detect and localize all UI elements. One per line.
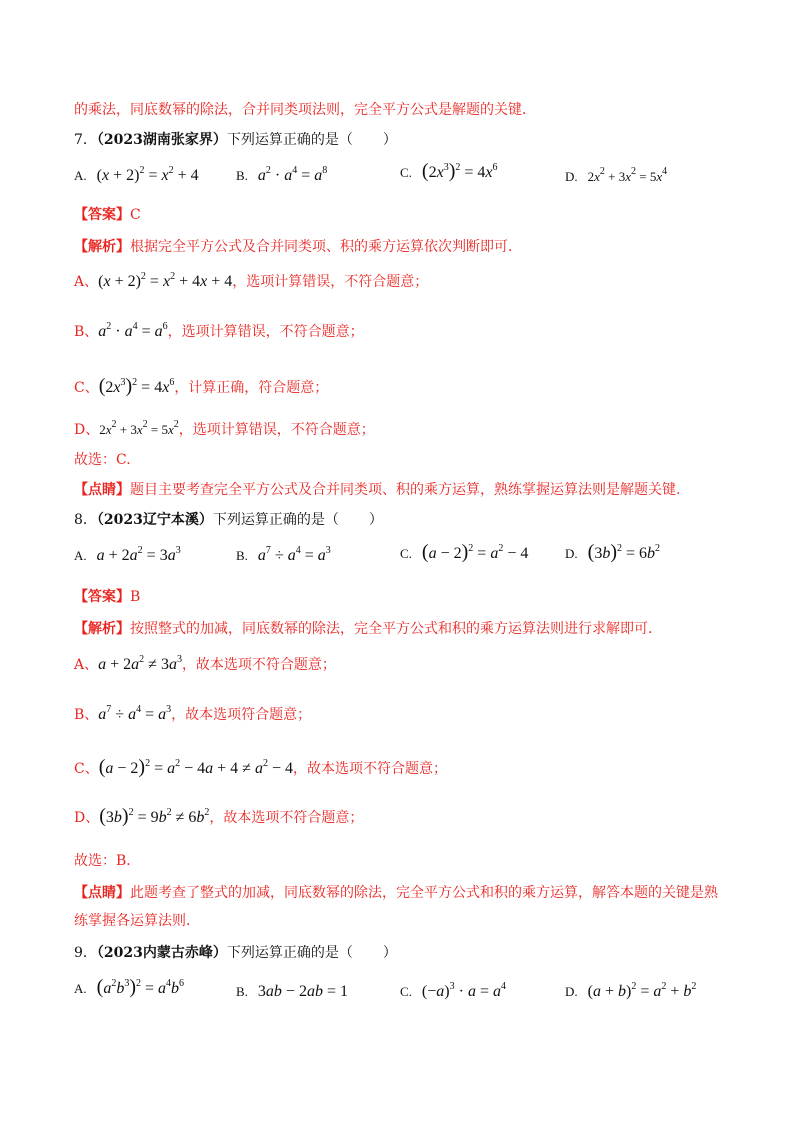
previous-comment-tail: 的乘法，同底数幂的除法，合并同类项法则，完全平方公式是解题的关键．	[74, 102, 536, 118]
q8-step-d: D、$(3b)^2 = 9b^2 \ne 6b^2$，故本选项不符合题意；	[74, 805, 364, 827]
q8-step-a: A、$a + 2a^2 \ne 3a^3$，故本选项不符合题意；	[74, 654, 336, 673]
q8-analysis: 【解析】按照整式的加减，同底数幂的除法，完全平方公式和积的乘方运算法则进行求解即可．	[74, 621, 662, 637]
q7-step-d: D、$2x^2 + 3x^2 = 5x^2$，选项计算错误，不符合题意；	[74, 419, 375, 438]
q7-option-a: A. $(x + 2)^2 = x^2 + 4$	[74, 165, 199, 184]
q8-option-a: A. $a + 2a^2 = 3a^3$	[74, 545, 181, 564]
q9-option-b: B. 3ab − 2ab = 1	[236, 983, 348, 1000]
q7-step-a: A、$(x + 2)^2 = x^2 + 4x + 4$，选项计算错误，不符合题意；	[74, 271, 429, 290]
q7-choose: 故选：C.	[74, 452, 131, 468]
q8-comment-line-1: 【点睛】此题考查了整式的加减，同底数幂的除法，完全平方公式和积的乘方运算，解答本题的关键是熟	[74, 885, 718, 901]
q7-option-c-formula: $(2x^3)^2 = 4x^6$	[421, 160, 498, 182]
q7-option-b: B. $a^2 \cdot a^4 = a^8$	[236, 165, 328, 184]
q7-answer: 【答案】C	[74, 207, 141, 223]
q8-option-d: D. $(3b)^2 = 6b^2$	[565, 541, 661, 563]
q7-option-a-formula: $(x + 2)^2 = x^2 + 4$	[96, 165, 199, 184]
q7-option-c: C. $(2x^3)^2 = 4x^6$	[400, 160, 498, 182]
q8-step-b: B、$a^7 \div a^4 = a^3$，故本选项符合题意；	[74, 704, 312, 723]
q9-option-c: C. $(-a)^3 \cdot a = a^4$	[400, 981, 506, 1000]
q8-option-b: B. $a^7 \div a^4 = a^3$	[236, 545, 331, 564]
q9-option-d: D. $(a + b)^2 = a^2 + b^2$	[565, 981, 697, 1000]
q7-option-d-formula: $2x^2 + 3x^2 = 5x^4$	[587, 166, 668, 184]
q8-option-c: C. $(a - 2)^2 = a^2 - 4$	[400, 541, 529, 563]
question-8-stem: 8．（2023辽宁本溪）下列运算正确的是（ ）	[74, 512, 383, 528]
q9-option-a: A. $(a^2b^3)^2 = a^4b^6$	[74, 976, 185, 998]
q7-analysis: 【解析】根据完全平方公式及合并同类项、积的乘方运算依次判断即可．	[74, 239, 522, 255]
question-7-stem: 7．（2023湖南张家界）下列运算正确的是（ ）	[74, 132, 397, 148]
q8-comment-line-2: 练掌握各运算法则．	[74, 913, 200, 929]
q7-step-c: C、$(2x^3)^2 = 4x^6$，计算正确，符合题意；	[74, 375, 329, 397]
q7-option-b-formula: $a^2 \cdot a^4 = a^8$	[257, 165, 328, 184]
q7-option-d: D. $2x^2 + 3x^2 = 5x^4$	[565, 166, 668, 184]
question-9-stem: 9．（2023内蒙古赤峰）下列运算正确的是（ ）	[74, 945, 397, 961]
q8-step-c: C、$(a - 2)^2 = a^2 - 4a + 4 \ne a^2 - 4$，故本选项不符合题意；	[74, 756, 447, 778]
q7-comment: 【点睛】题目主要考查完全平方公式及合并同类项、积的乘方运算，熟练掌握运算法则是解题关键.	[74, 482, 681, 498]
q7-step-b: B、$a^2 \cdot a^4 = a^6$，选项计算错误，不符合题意；	[74, 321, 364, 340]
q8-choose: 故选：B．	[74, 853, 141, 869]
q8-answer: 【答案】B	[74, 589, 141, 605]
